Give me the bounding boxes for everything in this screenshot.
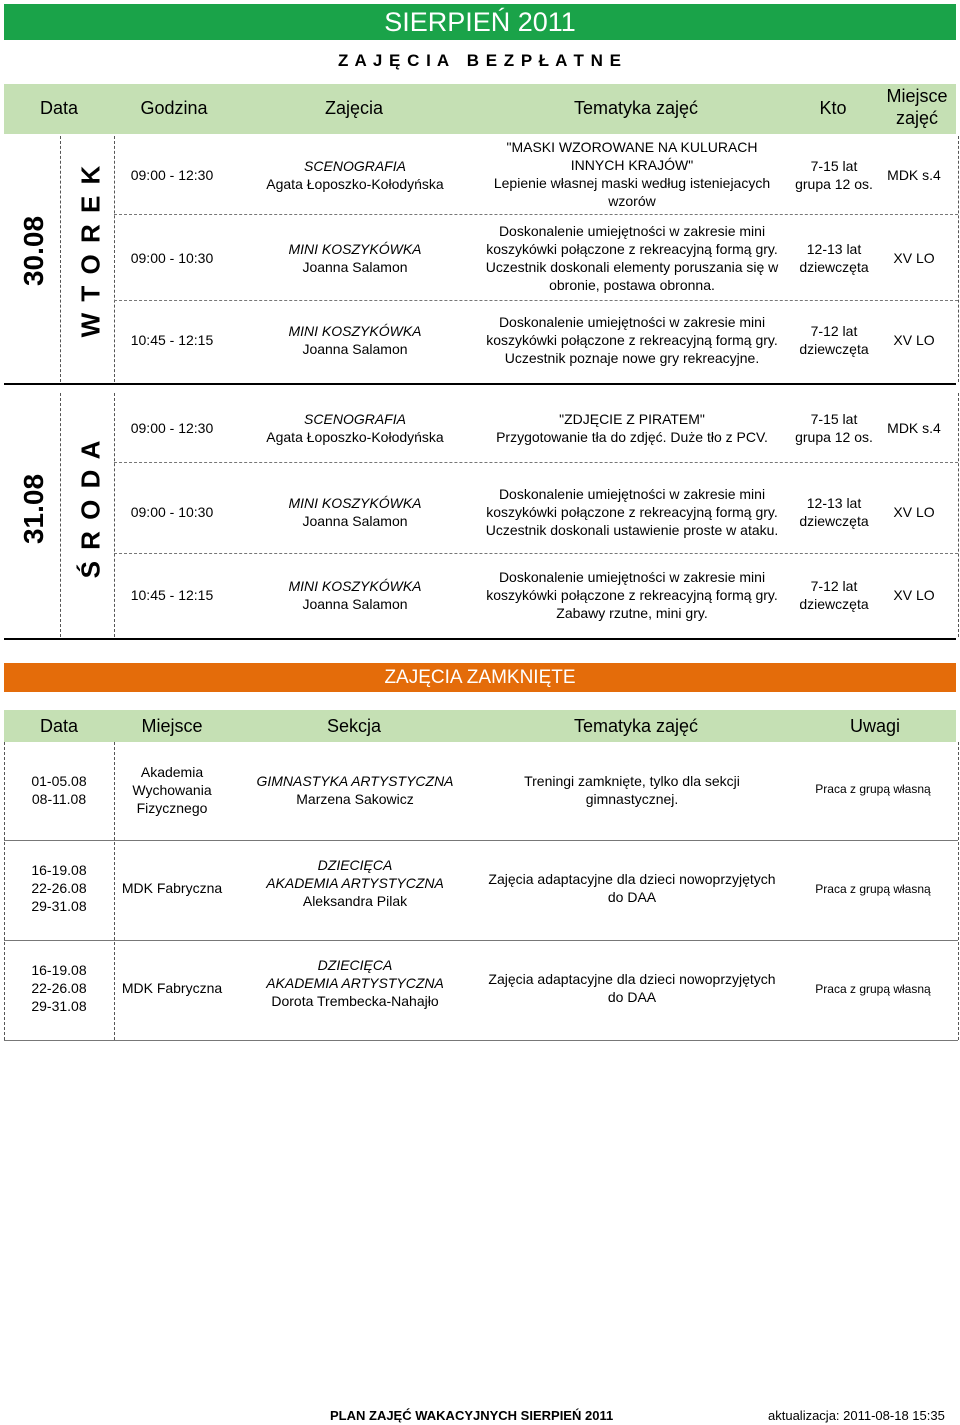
dates-cell — [4, 860, 114, 916]
teacher-name: Marzena Sakowicz — [296, 791, 414, 807]
grid-line — [60, 393, 61, 637]
header-miejsce: Miejsce zajęć — [886, 86, 948, 128]
topic-line: wzorów — [608, 193, 656, 209]
header-data: Data — [39, 716, 79, 736]
grid-line — [114, 553, 958, 554]
who-line: 7-15 lat — [810, 411, 858, 427]
who-line: 7-12 lat — [810, 578, 858, 594]
section-cell — [240, 762, 470, 818]
topic-line: koszykówki połączone z rekreacyjną formą gry. — [486, 332, 778, 348]
class-name: SCENOGRAFIA — [304, 411, 406, 427]
page-title: SIERPIEŃ 2011 — [384, 7, 576, 37]
teacher-name: Joanna Salamon — [302, 341, 408, 357]
dates-cell — [4, 960, 114, 1016]
topic-line: Uczestnik poznaje nowe gry rekreacyjne. — [504, 350, 760, 366]
header-miejsce: Miejsce — [141, 716, 203, 736]
grid-line — [114, 393, 115, 637]
class-cell — [240, 238, 470, 278]
who-line: 12-13 lat — [806, 495, 862, 511]
grid-line — [114, 462, 958, 463]
date-line: 16-19.08 — [31, 962, 87, 978]
free-table-header — [4, 84, 956, 134]
place-line: Akademia — [140, 764, 204, 780]
date-line: 22-26.08 — [31, 880, 87, 896]
footer-updated: aktualizacja: 2011-08-18 15:35 — [768, 1408, 945, 1423]
topic-line: koszykówki połączone z rekreacyjną formą gry. — [486, 587, 778, 603]
closed-section-label: ZAJĘCIA ZAMKNIĘTE — [384, 667, 576, 688]
header-godzina: Godzina — [140, 98, 208, 118]
topic-line: gimnastycznej. — [585, 791, 679, 807]
footer-title: PLAN ZAJĘĆ WAKACYJNYCH SIERPIEŃ 2011 — [330, 1408, 614, 1423]
section-cell — [240, 851, 470, 915]
place-line: Wychowania — [132, 782, 212, 798]
grid-line — [4, 742, 5, 1040]
section-name: AKADEMIA ARTYSTYCZNA — [266, 875, 444, 891]
topic-line: Zabawy rzutne, mini gry. — [556, 605, 708, 621]
who-line: dziewczęta — [799, 513, 869, 529]
who-cell — [788, 320, 880, 360]
topic-cell — [476, 483, 788, 541]
topic-cell — [476, 136, 788, 212]
grid-line — [4, 1040, 958, 1041]
topic-line: Doskonalenie umiejętności w zakresie mini — [498, 223, 766, 239]
notes-cell: Praca z grupą własną — [815, 782, 931, 796]
topic-cell — [476, 311, 788, 369]
section-name: DZIECIĘCA — [317, 857, 393, 873]
class-name: MINI KOSZYKÓWKA — [288, 241, 422, 257]
day-date: 30.08 — [18, 215, 49, 287]
topic-cell — [476, 960, 788, 1016]
time-cell: 09:00 - 12:30 — [130, 167, 214, 183]
place-line: MDK Fabryczna — [121, 980, 223, 996]
time-cell: 09:00 - 10:30 — [130, 504, 214, 520]
section-name: AKADEMIA ARTYSTYCZNA — [266, 975, 444, 991]
dates-cell — [4, 762, 114, 818]
time-cell: 09:00 - 10:30 — [130, 250, 214, 266]
place-cell — [114, 960, 230, 1016]
who-line: grupa 12 os. — [795, 429, 873, 445]
header-tematyka: Tematyka zajęć — [573, 98, 699, 118]
who-cell — [788, 575, 880, 615]
teacher-name: Joanna Salamon — [302, 596, 408, 612]
topic-line: Uczestnik doskonali ustawienie proste w ataku. — [485, 522, 779, 538]
topic-line: Przygotowanie tła do zdjęć. Duże tło z PCV. — [496, 429, 768, 445]
day-weekday: Ś R O D A — [75, 438, 106, 579]
notes-cell: Praca z grupą własną — [815, 882, 931, 896]
day-date: 31.08 — [18, 473, 49, 545]
topic-line: INNYCH KRAJÓW" — [570, 157, 694, 173]
header-uwagi: Uwagi — [849, 716, 901, 736]
class-cell — [240, 408, 470, 448]
grid-line — [958, 742, 959, 1040]
header-data: Data — [39, 98, 79, 118]
date-line: 29-31.08 — [31, 998, 87, 1014]
topic-line: Doskonalenie umiejętności w zakresie mini — [498, 314, 766, 330]
topic-cell — [476, 762, 788, 818]
place-line: Fizycznego — [136, 800, 208, 816]
topic-line: Doskonalenie umiejętności w zakresie mini — [498, 486, 766, 502]
grid-line — [114, 742, 115, 1040]
who-cell — [788, 492, 880, 532]
who-cell — [788, 238, 880, 278]
day-separator — [4, 383, 956, 385]
date-line: 22-26.08 — [31, 980, 87, 996]
topic-cell — [476, 408, 788, 448]
topic-cell — [476, 220, 788, 296]
teacher-name: Dorota Trembecka-Nahajło — [271, 993, 439, 1009]
who-line: dziewczęta — [799, 259, 869, 275]
closed-section-banner — [4, 663, 956, 692]
place-cell — [114, 860, 230, 916]
who-line: dziewczęta — [799, 341, 869, 357]
place-cell: MDK s.4 — [887, 420, 941, 436]
class-name: SCENOGRAFIA — [304, 158, 406, 174]
teacher-name: Joanna Salamon — [302, 259, 408, 275]
notes-cell: Praca z grupą własną — [815, 982, 931, 996]
place-cell: XV LO — [893, 332, 935, 348]
place-cell — [114, 762, 230, 818]
place-line: MDK Fabryczna — [121, 880, 223, 896]
section-name: DZIECIĘCA — [317, 957, 393, 973]
class-name: MINI KOSZYKÓWKA — [288, 323, 422, 339]
who-line: 7-12 lat — [810, 323, 858, 339]
teacher-name: Aleksandra Pilak — [302, 893, 408, 909]
topic-line: Zajęcia adaptacyjne dla dzieci nowoprzyjętych — [488, 971, 776, 987]
grid-line — [114, 214, 958, 215]
topic-line: Doskonalenie umiejętności w zakresie mini — [498, 569, 766, 585]
place-cell: XV LO — [893, 504, 935, 520]
class-name: MINI KOSZYKÓWKA — [288, 495, 422, 511]
topic-line: Zajęcia adaptacyjne dla dzieci nowoprzyjętych — [488, 871, 776, 887]
date-line: 08-11.08 — [31, 791, 87, 807]
topic-line: koszykówki połączone z rekreacyjną formą gry. — [486, 504, 778, 520]
free-section-label: Z A J Ę C I A B E Z P Ł A T N E — [338, 51, 622, 70]
grid-line — [114, 136, 115, 382]
header-kto: Kto — [819, 98, 847, 118]
who-line: dziewczęta — [799, 596, 869, 612]
closed-table-header — [4, 710, 956, 742]
topic-line: Lepienie własnej maski według isteniejacych — [493, 175, 771, 191]
grid-line — [60, 136, 61, 382]
topic-line: "ZDJĘCIE Z PIRATEM" — [559, 411, 705, 427]
time-cell: 10:45 - 12:15 — [130, 587, 214, 603]
time-cell: 09:00 - 12:30 — [130, 420, 214, 436]
teacher-name: Agata Łoposzko-Kołodyńska — [266, 176, 444, 192]
date-line: 29-31.08 — [31, 898, 87, 914]
who-cell — [788, 408, 880, 448]
day-weekday: W T O R E K — [75, 163, 106, 338]
class-cell — [240, 575, 470, 615]
topic-cell — [476, 566, 788, 624]
title-banner — [4, 4, 956, 40]
place-cell: XV LO — [893, 250, 935, 266]
topic-cell — [476, 860, 788, 916]
grid-line — [4, 940, 958, 941]
topic-line: do DAA — [607, 989, 657, 1005]
header-sekcja: Sekcja — [326, 716, 382, 736]
topic-line: Uczestnik doskonali elementy poruszania się w — [485, 259, 779, 275]
who-line: grupa 12 os. — [795, 176, 873, 192]
place-cell: MDK s.4 — [887, 167, 941, 183]
topic-line: do DAA — [607, 889, 657, 905]
who-line: 12-13 lat — [806, 241, 862, 257]
who-cell — [788, 155, 880, 195]
place-cell: XV LO — [893, 587, 935, 603]
date-line: 01-05.08 — [31, 773, 87, 789]
header-tematyka: Tematyka zajęć — [573, 716, 699, 736]
header-zajecia: Zajęcia — [324, 98, 384, 118]
teacher-name: Joanna Salamon — [302, 513, 408, 529]
topic-line: "MASKI WZOROWANE NA KULURACH — [506, 139, 758, 155]
grid-line — [4, 840, 958, 841]
section-name: GIMNASTYKA ARTYSTYCZNA — [256, 773, 454, 789]
topic-line: Treningi zamknięte, tylko dla sekcji — [524, 773, 740, 789]
class-cell — [240, 320, 470, 360]
topic-line: koszykówki połączone z rekreacyjną formą gry. — [486, 241, 778, 257]
time-cell: 10:45 - 12:15 — [130, 332, 214, 348]
topic-line: obronie, postawa obronna. — [549, 277, 715, 293]
class-name: MINI KOSZYKÓWKA — [288, 578, 422, 594]
class-cell — [240, 492, 470, 532]
grid-line — [958, 393, 959, 637]
teacher-name: Agata Łoposzko-Kołodyńska — [266, 429, 444, 445]
class-cell — [240, 155, 470, 195]
day-separator — [4, 638, 956, 640]
who-line: 7-15 lat — [810, 158, 858, 174]
section-cell — [240, 951, 470, 1015]
date-line: 16-19.08 — [31, 862, 87, 878]
grid-line — [114, 300, 958, 301]
grid-line — [958, 136, 959, 382]
